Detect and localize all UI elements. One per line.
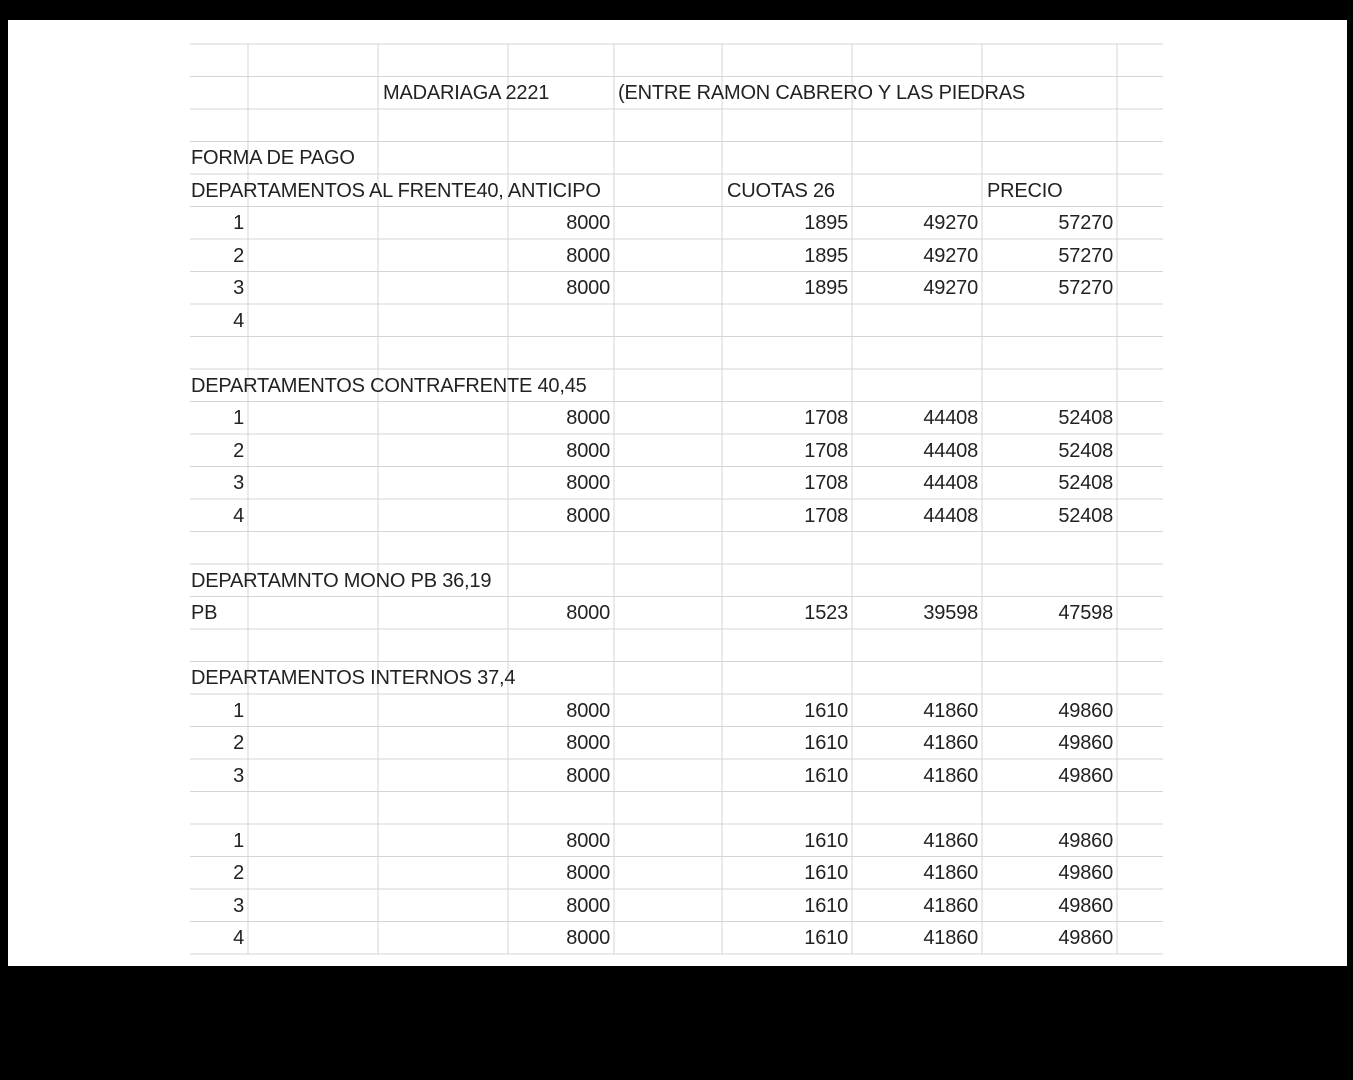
precio-value: 49860 [1058, 862, 1113, 884]
anticipo-value: 8000 [566, 277, 610, 299]
precio-value: 49860 [1058, 764, 1113, 787]
cuota-value: 1523 [804, 602, 848, 624]
total-cuotas-value: 49270 [923, 212, 978, 234]
total-cuotas-value: 49270 [923, 277, 978, 299]
precio-header: PRECIO [987, 179, 1063, 202]
cuota-value: 1708 [804, 472, 848, 494]
unit-number: 3 [233, 894, 244, 917]
cuota-value: 1895 [804, 277, 848, 299]
unit-number: 1 [233, 829, 244, 852]
unit-number: 1 [233, 699, 244, 722]
unit-number: 2 [233, 862, 244, 884]
cuota-value [722, 305, 848, 337]
section-title-contrafrente: DEPARTAMENTOS CONTRAFRENTE 40,45 [191, 374, 587, 397]
total-cuotas-value: 41860 [923, 927, 978, 949]
unit-number: 1 [233, 212, 244, 234]
precio-value [982, 305, 1113, 337]
total-cuotas-value [852, 305, 978, 337]
anticipo-value: 8000 [566, 244, 610, 267]
anticipo-value [508, 305, 610, 337]
section-title-frente: DEPARTAMENTOS AL FRENTE40, ANTICIPO [191, 179, 601, 202]
precio-value: 47598 [1058, 602, 1113, 624]
unit-number: 4 [233, 504, 244, 527]
cuota-value: 1895 [804, 212, 848, 234]
anticipo-value: 8000 [566, 927, 610, 949]
cuota-value: 1610 [804, 862, 848, 884]
precio-value: 57270 [1058, 244, 1113, 267]
cuota-value: 1610 [804, 927, 848, 949]
precio-value: 52408 [1058, 407, 1113, 429]
spreadsheet-sheet [8, 20, 1347, 966]
unit-number: 2 [233, 732, 244, 754]
section-title-internos: DEPARTAMENTOS INTERNOS 37,4 [191, 667, 516, 689]
unit-number: 4 [233, 927, 244, 949]
anticipo-value: 8000 [566, 602, 610, 624]
anticipo-value: 8000 [566, 894, 610, 917]
total-cuotas-value: 41860 [923, 862, 978, 884]
unit-number: 3 [233, 472, 244, 494]
anticipo-value: 8000 [566, 504, 610, 527]
total-cuotas-value: 44408 [923, 504, 978, 527]
precio-value: 57270 [1058, 277, 1113, 299]
precio-value: 49860 [1058, 732, 1113, 754]
unit-number: 4 [233, 309, 244, 332]
cuota-value: 1610 [804, 699, 848, 722]
anticipo-value: 8000 [566, 699, 610, 722]
total-cuotas-value: 44408 [923, 439, 978, 462]
total-cuotas-value: 44408 [923, 472, 978, 494]
cuotas-header: CUOTAS 26 [727, 179, 835, 202]
precio-value: 52408 [1058, 472, 1113, 494]
anticipo-value: 8000 [566, 212, 610, 234]
unit-number: 2 [233, 244, 244, 267]
address-label: MADARIAGA 2221 [383, 82, 550, 104]
anticipo-value: 8000 [566, 472, 610, 494]
total-cuotas-value: 44408 [923, 407, 978, 429]
anticipo-value: 8000 [566, 407, 610, 429]
total-cuotas-value: 41860 [923, 764, 978, 787]
cuota-value: 1895 [804, 244, 848, 267]
cuota-value: 1610 [804, 894, 848, 917]
anticipo-value: 8000 [566, 829, 610, 852]
section-title-mono: DEPARTAMNTO MONO PB 36,19 [191, 569, 492, 592]
total-cuotas-value: 41860 [923, 732, 978, 754]
anticipo-value: 8000 [566, 862, 610, 884]
between-streets-label: (ENTRE RAMON CABRERO Y LAS PIEDRAS [618, 82, 1025, 104]
cuota-value: 1708 [804, 439, 848, 462]
precio-value: 49860 [1058, 829, 1113, 852]
precio-value: 49860 [1058, 927, 1113, 949]
anticipo-value: 8000 [566, 439, 610, 462]
total-cuotas-value: 39598 [923, 602, 978, 624]
total-cuotas-value: 41860 [923, 699, 978, 722]
unit-label: PB [191, 602, 218, 624]
precio-value: 57270 [1058, 212, 1113, 234]
unit-number: 3 [233, 764, 244, 787]
unit-number: 2 [233, 439, 244, 462]
total-cuotas-value: 49270 [923, 244, 978, 267]
precio-value: 52408 [1058, 439, 1113, 462]
precio-value: 49860 [1058, 699, 1113, 722]
cuota-value: 1708 [804, 407, 848, 429]
cuota-value: 1708 [804, 504, 848, 527]
payment-label: FORMA DE PAGO [191, 147, 355, 169]
anticipo-value: 8000 [566, 764, 610, 787]
anticipo-value: 8000 [566, 732, 610, 754]
unit-number: 3 [233, 277, 244, 299]
precio-value: 49860 [1058, 894, 1113, 917]
precio-value: 52408 [1058, 504, 1113, 527]
unit-number: 1 [233, 407, 244, 429]
cuota-value: 1610 [804, 732, 848, 754]
cuota-value: 1610 [804, 829, 848, 852]
total-cuotas-value: 41860 [923, 894, 978, 917]
cuota-value: 1610 [804, 764, 848, 787]
total-cuotas-value: 41860 [923, 829, 978, 852]
